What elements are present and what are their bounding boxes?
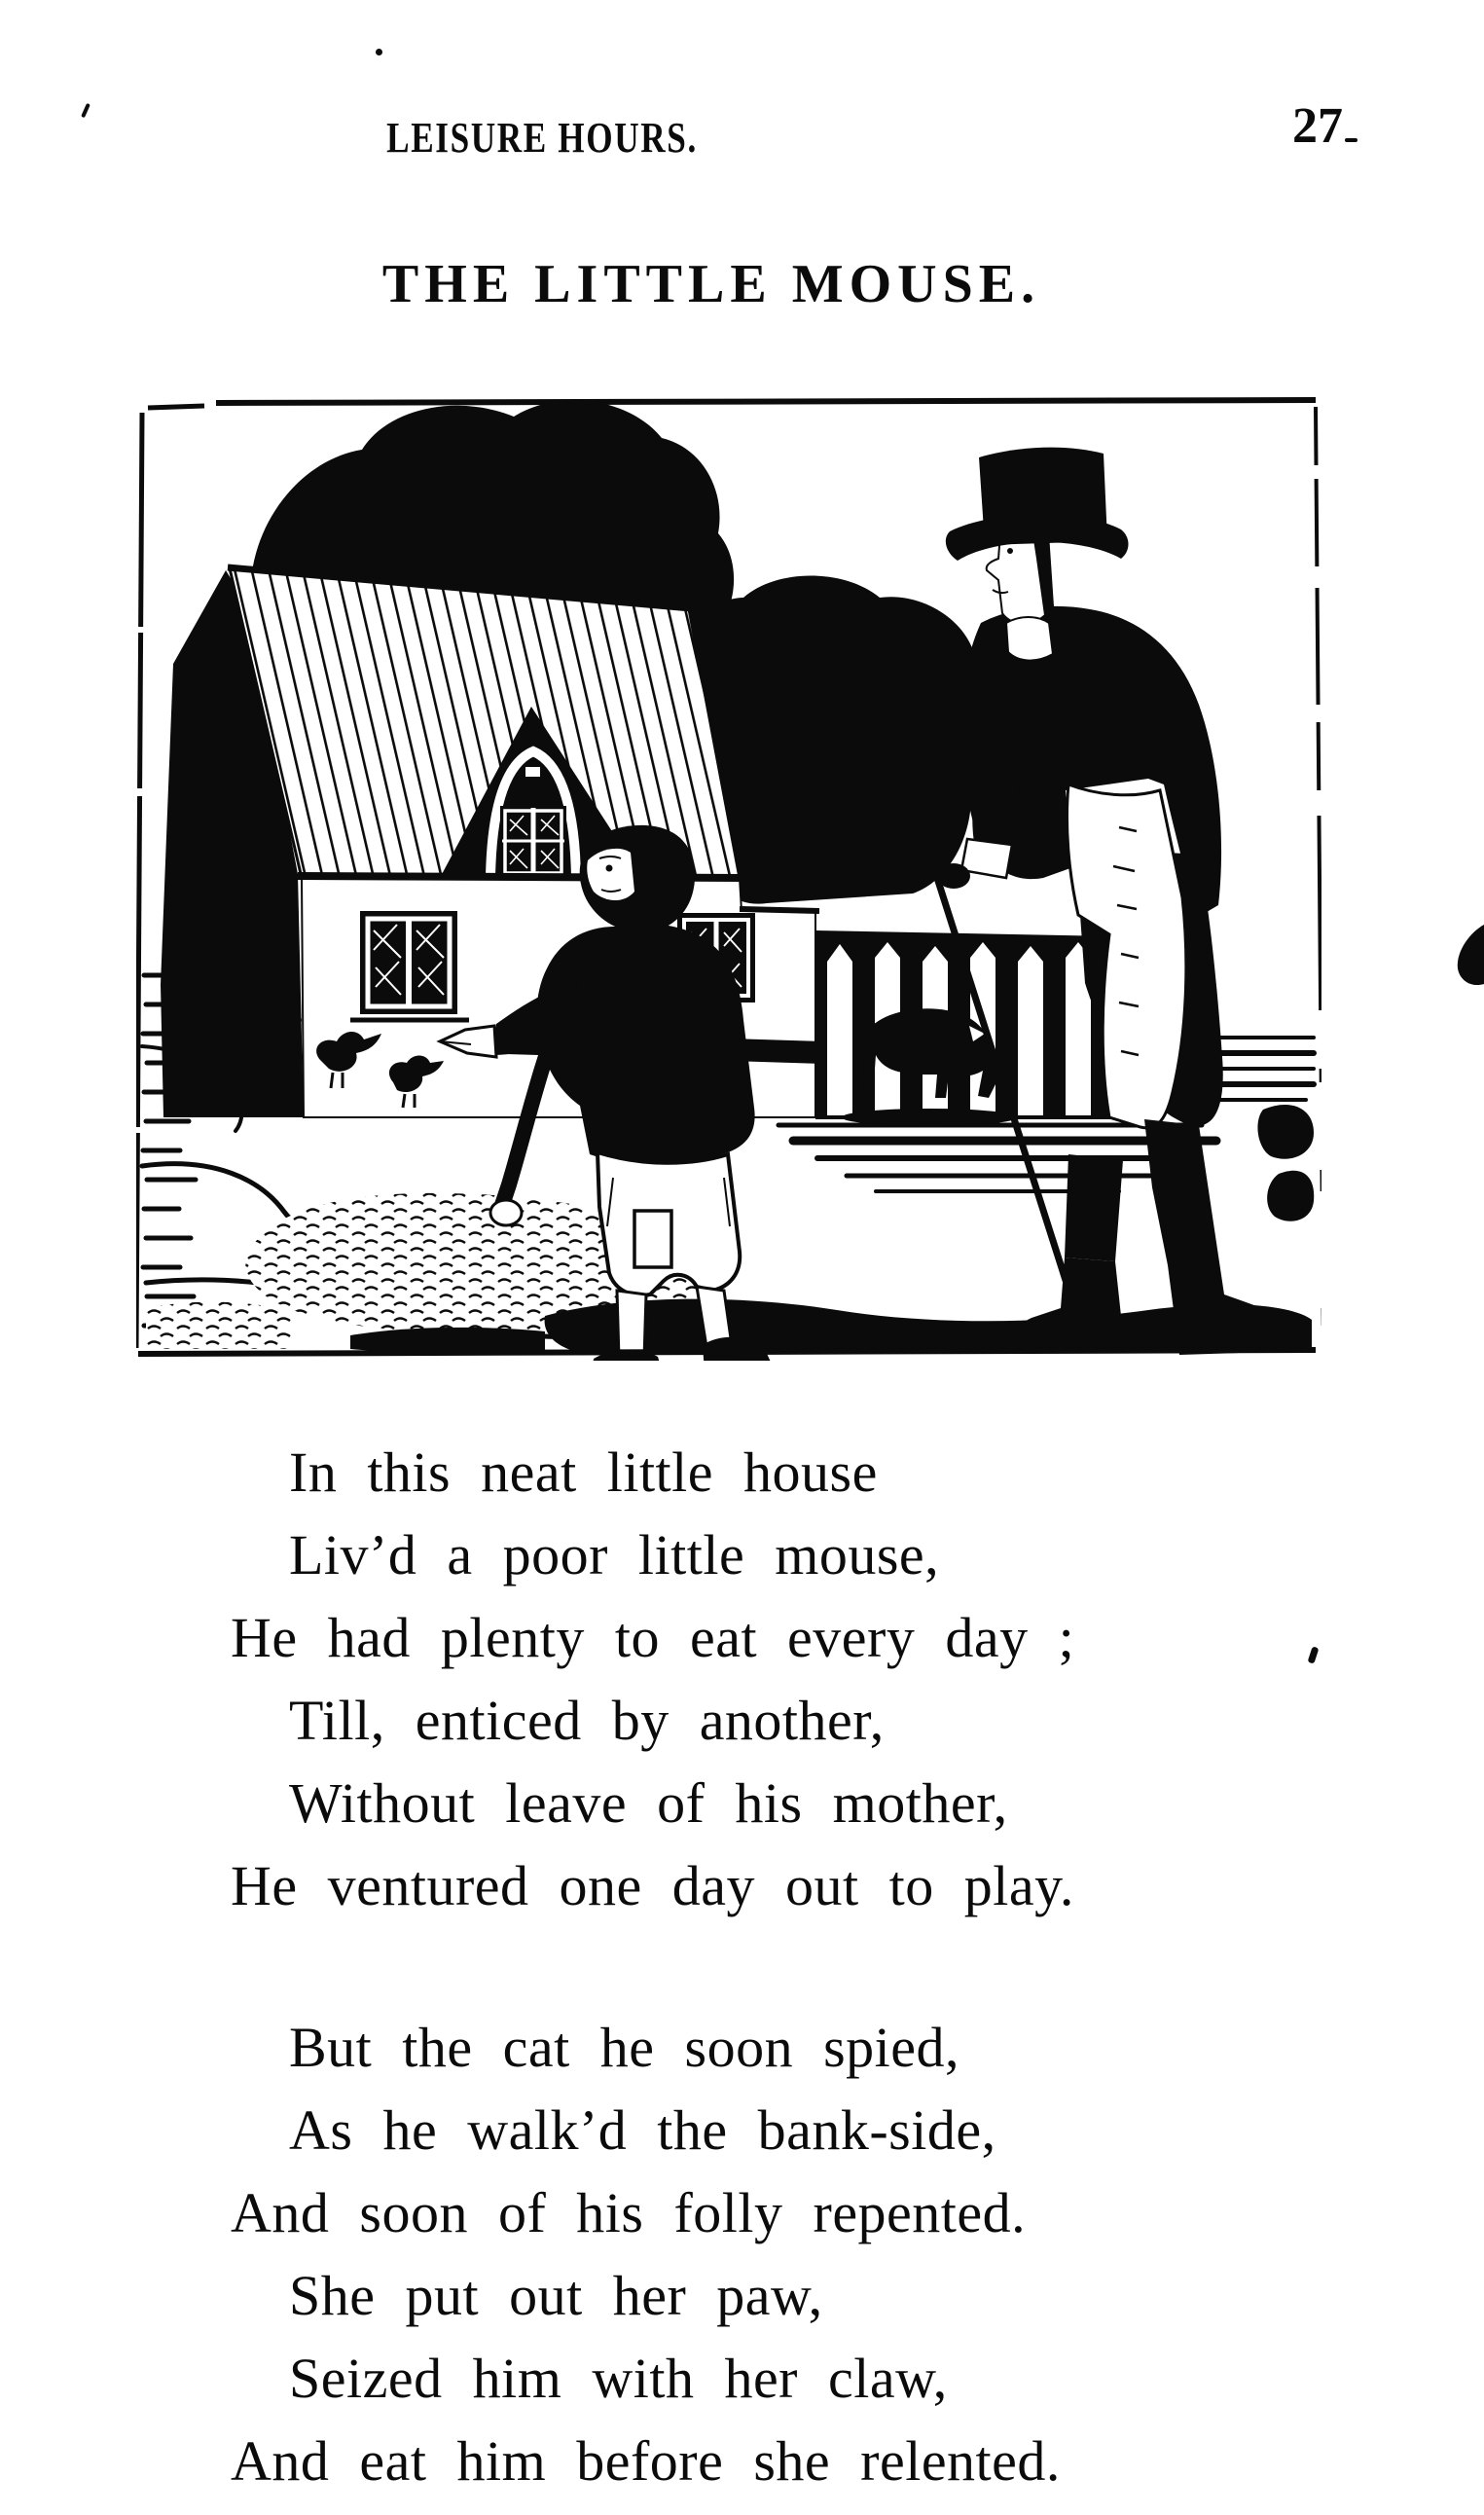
- poem-stanza-1: [231, 1431, 1350, 1927]
- boy-jacket: [537, 924, 755, 1164]
- poem-line: Liv’d a poor little mouse,: [289, 1523, 940, 1586]
- illustration-woodcut: [136, 397, 1321, 1361]
- boy-hand: [490, 1200, 522, 1225]
- boot-front: [1065, 1154, 1123, 1261]
- poem-line: And soon of his folly repented.: [231, 2181, 1027, 2244]
- ink-speck: [81, 103, 90, 118]
- poem: [231, 1431, 1350, 2502]
- poem-stanza-2: [231, 2006, 1350, 2502]
- boy-eye: [606, 865, 613, 872]
- eye: [1007, 548, 1013, 554]
- poem-line: Till, enticed by another,: [289, 1689, 885, 1752]
- page-title: THE LITTLE MOUSE.: [381, 254, 1041, 314]
- poem-line: But the cat he soon spied,: [289, 2016, 960, 2079]
- running-header: LEISURE HOURS.: [386, 114, 698, 162]
- lattice-window: [350, 911, 469, 1020]
- poem-line: He had plenty to eat every day ;: [231, 1606, 1075, 1669]
- ink-speck: [376, 49, 382, 55]
- boy-stocking: [617, 1291, 646, 1359]
- ink-speck: [1345, 138, 1357, 142]
- page-edge-ink-blob: [1454, 925, 1484, 987]
- poem-line: And eat him before she relented.: [231, 2429, 1061, 2493]
- poem-line: Without leave of his mother,: [289, 1771, 1008, 1835]
- poem-line: She put out her paw,: [289, 2264, 823, 2327]
- cravat: [1006, 617, 1053, 661]
- eaves-right: [740, 909, 819, 911]
- poem-line: In this neat little house: [289, 1440, 878, 1504]
- poem-line: As he walk’d the bank-side,: [289, 2098, 996, 2162]
- poem-line: Seized him with her claw,: [289, 2347, 948, 2410]
- boy-breeches: [597, 1152, 740, 1295]
- pig-shadow: [842, 1109, 1017, 1126]
- page-number: 27: [1292, 98, 1343, 154]
- gentleman-top-hat: [930, 448, 1310, 1355]
- poem-line: He ventured one day out to play.: [231, 1854, 1074, 1917]
- bushes: [1257, 1105, 1314, 1221]
- grass-corner: [146, 1302, 292, 1349]
